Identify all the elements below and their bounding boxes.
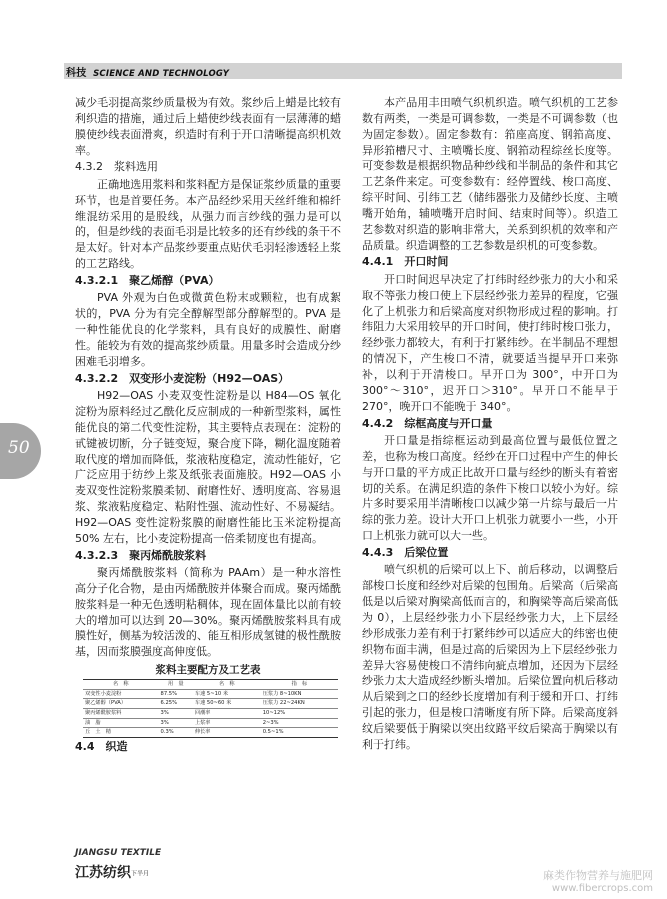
table-cell: 压浆力 22~24KN [261,699,338,709]
section-heading: 4.3.2 浆料选用 [75,160,158,174]
watermark-url: www.fibercrops.com [551,883,653,894]
table-row [83,728,338,738]
table-cell: 车速 50~60 米 [193,699,261,709]
subsection-heading: 4.4.1 开口时间 [362,255,449,269]
paragraph: 开口时间迟早决定了打纬时经纱张力的大小和采取不等张力梭口使上下层经纱张力差异的程度，它强化了上机张力和后梁高度对织物形成过程的影响。打纬阻力大采用较早的开口时间，使打纬时梭口张力，经纱张力都较大，有利于打紧纬纱。在半制品不理想的情况下，产生梭口不清，就要适当提早开口来弥补，以利于开清梭口。早开口为 300°，中开口为 300°～310°，迟开口＞310°。早开口不能早于 270°，晚开口不能晚于 340°。 [362,272,618,413]
table-header-cell: 用 量 [159,680,193,690]
watermark [543,869,653,895]
left-column [75,95,341,756]
table-cell: 3% [159,708,193,718]
watermark-site-name: 麻类作物营养与施肥网 [543,869,653,882]
paragraph: 本产品用丰田喷气织机织造。喷气织机的工艺参数有两类，一类是可调参数，一类是不可调参数（也为固定参数）。固定参数有：筘座高度、钢筘高度、异形筘槽尺寸、主喷嘴长度、钢筘动程综丝长度等。可变参数是根据织物品种纱线和半制品的条件和其它工艺条件来定。可变参数有：经停置线、梭口高度、综平时间、引纬工艺（储纬器张力及储纱长度、主喷嘴开始角，辅喷嘴开启时间、结束时间等）。织造工艺参数对织造的影响非常大，关系到织机的效率和产品质量。织造调整的工艺参数是织机的可变参数。 [362,96,618,252]
table-row [83,718,338,728]
table-header-cell: 名 称 [83,680,159,690]
journal-name-en: JIANGSU TEXTILE [75,848,162,858]
paragraph: 聚丙烯酰胺浆料（简称为 PAAm）是一种水溶性高分子化合物，是由丙烯酰胺并体聚合而成。聚丙烯酰胺浆料是一种无色透明粘稠体，现在固体量比以前有较大的增加可以达到 20—30%。聚丙烯酰胺浆料具有成膜性好，侧基为较活泼的、能互相形成氢键的极性酰胺基，因而浆膜强度高伸度低。 [75,566,341,659]
table-header-row [83,680,338,690]
table-cell: 2~3% [261,718,338,728]
journal-name-cn [75,862,149,882]
table-cell: 双变性小麦淀粉 [83,689,159,699]
subsection-heading: 4.3.2.3 聚丙烯酰胺浆料 [75,548,207,562]
table-title: 浆料主要配方及工艺表 [155,664,261,677]
subsection-heading: 4.3.2.2 双变形小麦淀粉（H92—OAS） [75,371,290,385]
table-cell: 油 脂 [83,718,159,728]
table-cell: 伸长率 [193,728,261,738]
subsection-heading: 4.3.2.1 聚乙烯醇（PVA） [75,273,220,287]
table-cell: 车速 5~10 米 [193,689,261,699]
section-label-cn: 科技 [66,68,87,79]
table-cell: 压浆力 8~10KN [261,689,338,699]
table-cell: 聚丙烯酰胺浆料 [83,708,159,718]
table-header-cell: 名 称 [193,680,261,690]
paragraph: 开口量是指综框运动到最高位置与最低位置之差，也称为梭口高度。经纱在开口过程中产生的伸长与开口量的平方成正比故开口量与经纱的断头有着密切的关系。在满足织造的条件下梭口以较小为好。综片多时要采用半清晰梭口以减少第一片综与最后一片综的张力差。设计大开口上机张力就要小一些，小开口上机张力就可以大一些。 [362,434,618,543]
journal-title-cn: 江苏纺织 [75,865,131,881]
paragraph: 正确地选用浆料和浆料配方是保证浆纱质量的重要环节，也是首要任务。本产品经纱采用天丝纤维和棉纤维混纺采用的是股线，从强力而言纱线的强力是可以的，但是纱线的表面毛羽是比较多的还有纱线的条干不是太好。针对本产品浆纱要重点贴伏毛羽轻渗透轻上浆的工艺路线。 [75,177,341,271]
table-cell: 上浆率 [193,718,261,728]
subsection-heading: 4.4.3 后梁位置 [362,545,449,559]
table-cell: 10~12% [261,708,338,718]
paragraph: 减少毛羽提高浆纱质量极为有效。浆纱后上蜡是比较有利织造的措施，通过后上蜡使纱线表面有一层薄薄的蜡膜使纱线表面滑爽，织造时有利于开口清晰提高织机效率。 [75,96,341,157]
table-cell: 87.5% [159,689,193,699]
table-cell: 0.3% [159,728,193,738]
table-header-cell: 指 标 [261,680,338,690]
paragraph: PVA 外观为白色或微黄色粉末或颗粒，也有成絮状的，PVA 分为有完全醇解型部分醇解型的。PVA 是一种性能优良的化学浆料，具有良好的成膜性、耐磨性。能较为有效的提高浆纱质量。用量多时会造成分纱困难毛羽增多。 [75,291,341,368]
table-row [83,708,338,718]
table-cell: 3% [159,718,193,728]
table-cell: 6.25% [159,699,193,709]
paragraph: 喷气织机的后梁可以上下、前后移动，以调整后部梭口长度和经纱对后梁的包围角。后梁高（后梁高低是以后梁对胸梁高低而言的，和胸梁等高后梁高低为 0），上层经纱张力小下层经纱张力大，上下层经纱形成张力差有利于打紧纬纱可以适应大的纬密也使织物布面丰满，但是过高的后梁因为上下层经纱张力差异大容易使梭口不清纬向疵点增加，还因为下层经纱张力太大造成经纱断头增加。后梁位置向机后移动从后梁到之口的经纱长度增加有利于缓和开口、打纬引起的张力，但是梭口清晰度有所下降。后梁高度斜纹后梁要低于胸梁以突出纹路平纹后梁高于胸梁以有利于打纬。 [362,563,618,751]
section-label-en: SCIENCE AND TECHNOLOGY [93,69,230,79]
subsection-heading: 4.4.2 综框高度与开口量 [362,416,493,430]
section-header [66,64,229,79]
table-row [83,699,338,709]
table-cell: 0.5~1% [261,728,338,738]
table-row [83,689,338,699]
paragraph: H92—OAS 小麦双变性淀粉是以 H84—OS 氧化淀粉为原料经过乙酰化反应制成的一种新型浆料，属性能优良的第二代变性淀粉，其主要特点表现在：淀粉的甙键被切断，分子链变短，聚合度下降，糊化温度随着取代度的增加而降低，浆液粘度稳定，流动性能好，它广泛应用于纺纱上浆及纸张表面施胶。H92—OAS 小麦双变性淀粉浆膜柔韧、耐磨性好、透明度高、容易退浆、浆液粘度稳定、粘附性强、流动性好、不易凝结。H92—OAS 变性淀粉浆膜的耐磨性能比玉米淀粉提高 50% 左右，比小麦淀粉提高一倍柔韧度也有提高。 [75,389,341,545]
section-heading: 4.4 织造 [75,739,128,753]
table-cell: 回潮率 [193,708,261,718]
right-column [362,95,618,753]
page-number: 50 [8,438,30,458]
table-cell: 丘 土 精 [83,728,159,738]
journal-issue-mark: 下半月 [131,870,150,878]
recipe-table [83,679,338,738]
table-cell: 聚乙烯醇（PVA） [83,699,159,709]
